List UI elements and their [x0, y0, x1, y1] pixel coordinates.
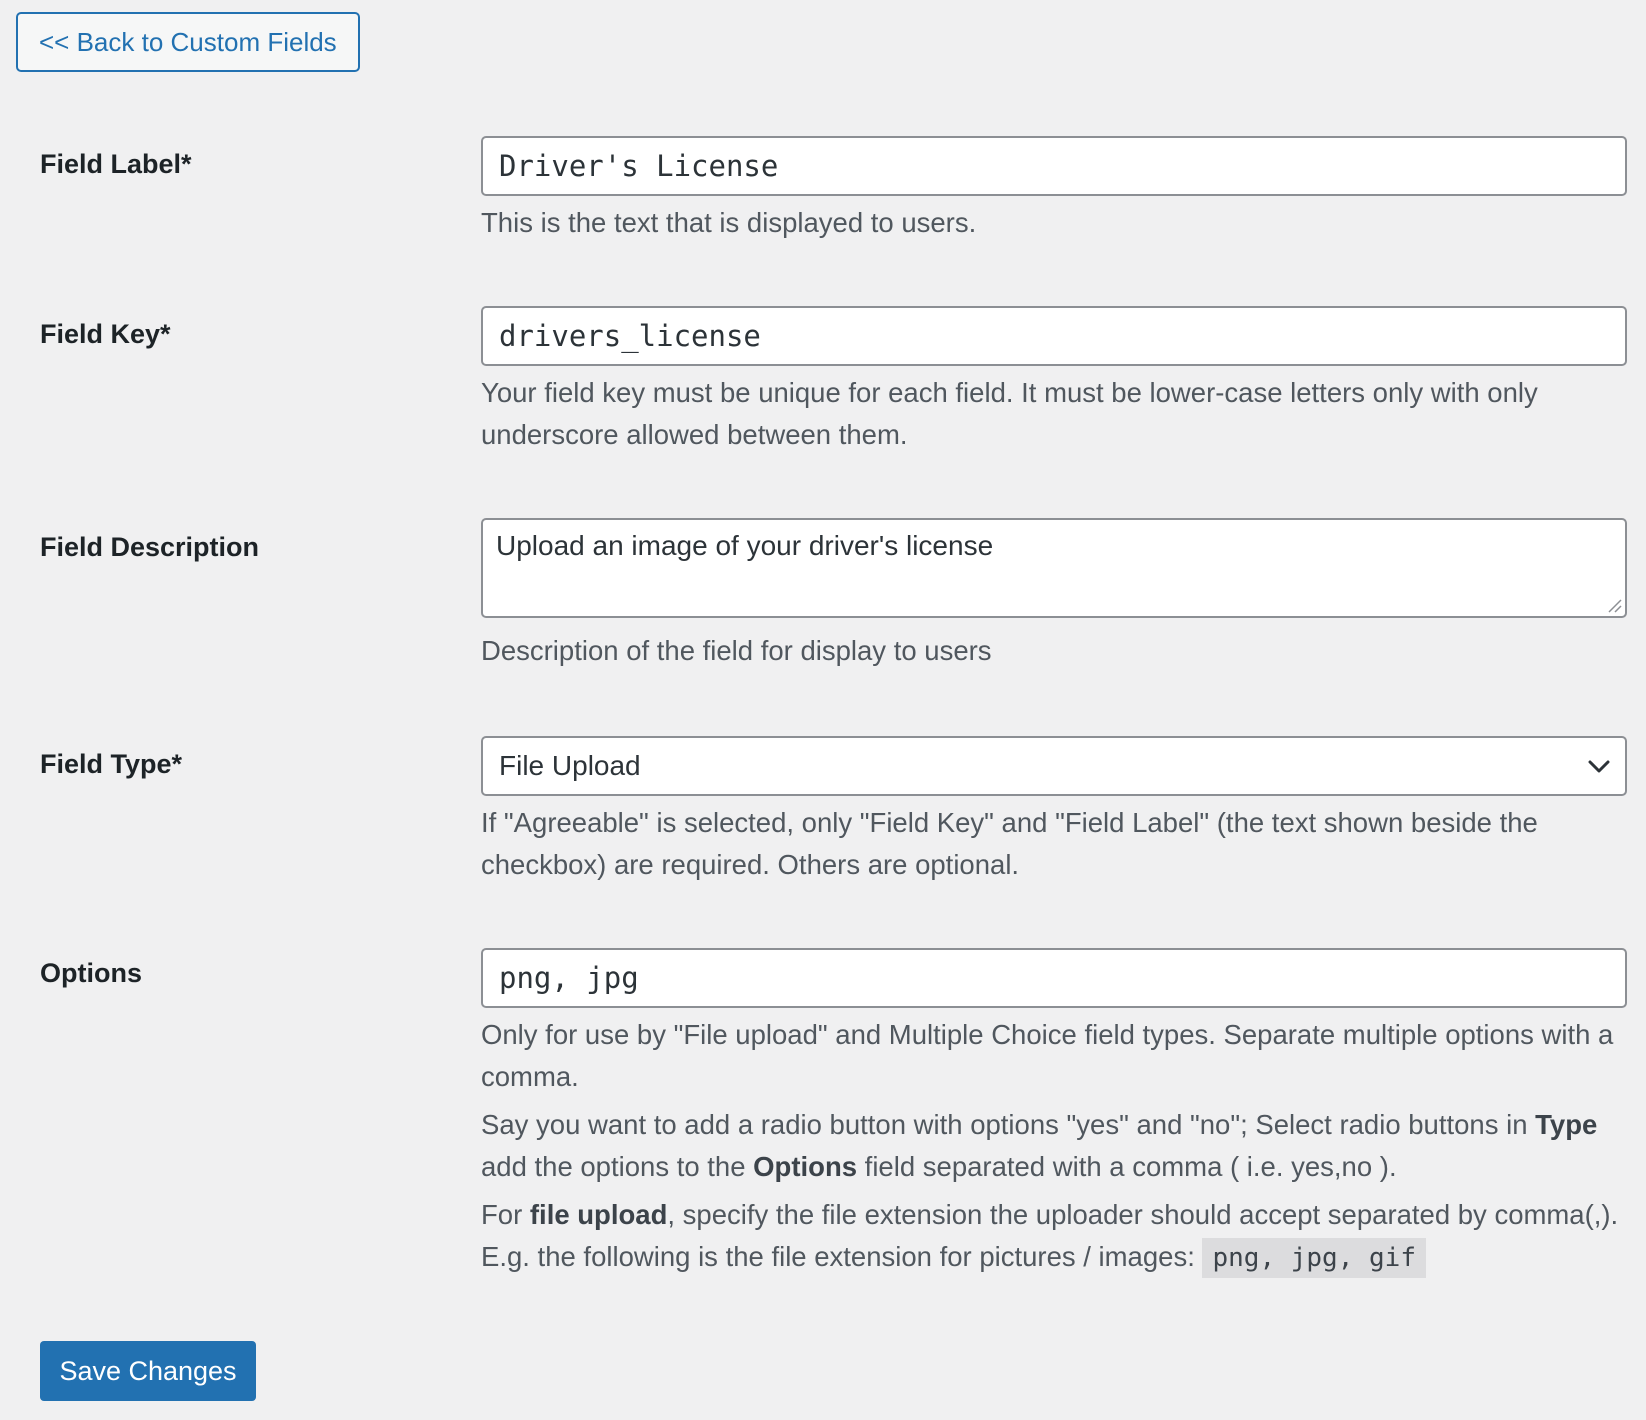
field-label-group [481, 136, 1627, 244]
field-label-description: This is the text that is displayed to users. [481, 207, 977, 238]
field-type-group [481, 736, 1627, 886]
options-desc2-text-3: field separated with a comma ( i.e. yes,no ). [857, 1151, 1397, 1182]
options-description-1: Only for use by "File upload" and Multiple Choice field types. Separate multiple options with a comma. [481, 1019, 1614, 1092]
options-desc3-text-1: For [481, 1199, 530, 1230]
field-key-group [481, 306, 1627, 456]
resize-grip-icon[interactable] [1606, 597, 1622, 613]
options-desc2-text-2: add the options to the [481, 1151, 754, 1182]
field-type-title: Field Type* [40, 749, 183, 779]
field-key-description: Your field key must be unique for each field. It must be lower-case letters only with only underscore allowed between them. [481, 377, 1538, 450]
chevron-down-icon [1587, 757, 1611, 775]
options-group [481, 948, 1627, 1278]
field-key-input[interactable]: drivers_license [481, 306, 1627, 366]
field-description-value: Upload an image of your driver's license [496, 530, 994, 561]
options-description-3 [481, 1194, 1627, 1278]
field-type-description: If "Agreeable" is selected, only "Field Key" and "Field Label" (the text shown beside the checkbox) are required. Others are optional. [481, 807, 1538, 880]
back-to-custom-fields-button[interactable]: << Back to Custom Fields [16, 12, 360, 72]
field-label-input[interactable]: Driver's License [481, 136, 1627, 196]
options-desc3-bold-file-upload: file upload [529, 1199, 668, 1230]
field-key-title: Field Key* [40, 319, 171, 349]
options-description-2 [481, 1104, 1627, 1188]
field-label-title: Field Label* [40, 149, 192, 179]
options-desc3-text-2: , specify the file extension the uploader should accept separated by comma(,). E.g. the following is the file extension for pictures / images: [481, 1199, 1619, 1272]
save-changes-button[interactable]: Save Changes [40, 1341, 256, 1401]
options-input[interactable]: png, jpg [481, 948, 1627, 1008]
options-desc2-text-1: Say you want to add a radio button with options "yes" and "no"; Select radio buttons in [481, 1109, 1536, 1140]
field-description-textarea[interactable] [481, 518, 1627, 618]
field-type-select[interactable] [481, 736, 1627, 796]
options-desc2-bold-options: Options [753, 1151, 858, 1182]
options-desc3-code: png, jpg, gif [1202, 1238, 1426, 1278]
options-desc2-bold-type: Type [1535, 1109, 1598, 1140]
field-description-help: Description of the field for display to users [481, 635, 992, 666]
field-description-title: Field Description [40, 532, 260, 562]
field-type-selected-value: File Upload [499, 750, 641, 781]
field-description-group [481, 518, 1627, 672]
options-title: Options [40, 958, 142, 988]
